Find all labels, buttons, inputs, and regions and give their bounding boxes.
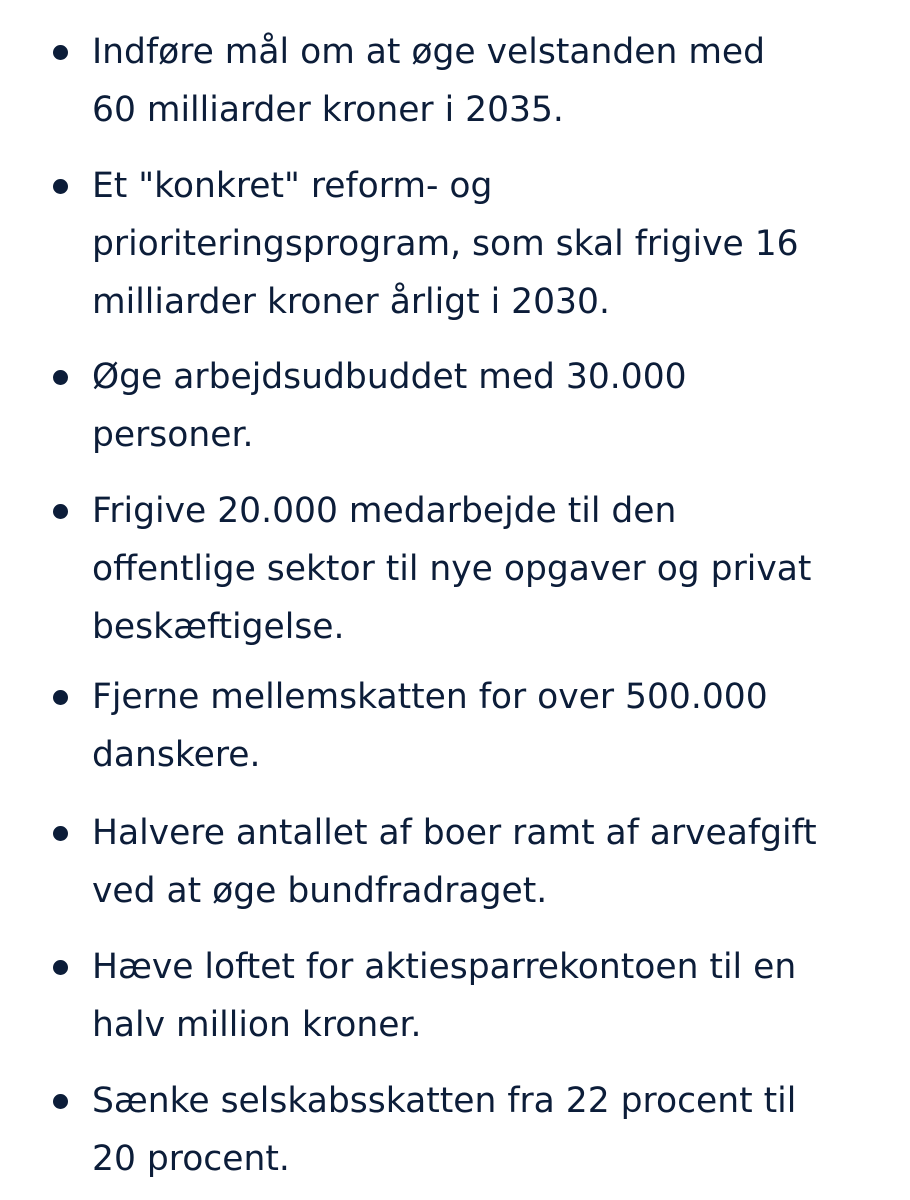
list-item-text xyxy=(92,938,892,1054)
list-item-line: beskæftigelse. xyxy=(92,607,345,647)
bullet-dot-icon xyxy=(53,45,68,60)
bullet-dot-icon xyxy=(53,370,68,385)
list-item-line: ved at øge bundfradraget. xyxy=(92,871,548,911)
list-item-line: Fjerne mellemskatten for over 500.000 xyxy=(92,677,768,717)
list-item-text xyxy=(92,348,892,464)
list-item-line: halv million kroner. xyxy=(92,1005,422,1045)
list-item-line: prioriteringsprogram, som skal frigive 16 xyxy=(92,224,799,264)
list-item-line: Indføre mål om at øge velstanden med xyxy=(92,32,766,72)
list-item-line: Halvere antallet af boer ramt af arveafgift xyxy=(92,813,817,853)
list-item-text xyxy=(92,804,892,920)
bullet-dot-icon xyxy=(53,826,68,841)
list-item-line: 60 milliarder kroner i 2035. xyxy=(92,90,564,130)
bullet-dot-icon xyxy=(53,960,68,975)
list-item-line: Hæve loftet for aktiesparrekontoen til en xyxy=(92,947,797,987)
list-item-line: milliarder kroner årligt i 2030. xyxy=(92,282,610,322)
list-item-line: Sænke selskabsskatten fra 22 procent til xyxy=(92,1081,797,1121)
bullet-dot-icon xyxy=(53,504,68,519)
list-item-text xyxy=(92,1072,892,1188)
list-item-text xyxy=(92,157,892,331)
list-item-line: offentlige sektor til nye opgaver og privat xyxy=(92,549,812,589)
list-item-text xyxy=(92,23,892,139)
list-item-line: personer. xyxy=(92,415,254,455)
bullet-dot-icon xyxy=(53,179,68,194)
list-item-line: Et "konkret" reform- og xyxy=(92,166,493,206)
bullet-dot-icon xyxy=(53,690,68,705)
list-item-text xyxy=(92,668,892,784)
list-item-line: Frigive 20.000 medarbejde til den xyxy=(92,491,677,531)
list-item-text xyxy=(92,482,892,656)
bullet-dot-icon xyxy=(53,1094,68,1109)
list-item-line: danskere. xyxy=(92,735,261,775)
list-item-line: 20 procent. xyxy=(92,1139,290,1179)
list-item-line: Øge arbejdsudbuddet med 30.000 xyxy=(92,357,687,397)
